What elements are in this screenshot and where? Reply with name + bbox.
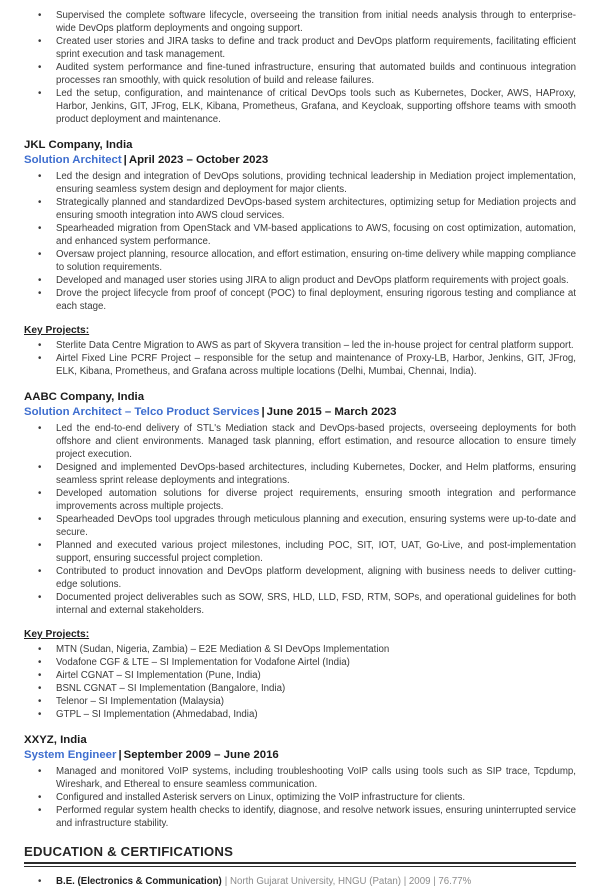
job-bullet-list bbox=[24, 422, 576, 617]
degree-name: B.E. (Electronics & Communication) bbox=[56, 875, 222, 887]
bullet-item: • Led the setup, configuration, and maintenance of critical DevOps tools such as Kubernetes, Docker, AWS, HAProxy, Harbor, Jenkins, GIT, JFrog, ELK, Kibana, Prometheus, Grafana, and Keycloak, supporting offshore teams with smooth product deployment and maintenance. bbox=[24, 87, 576, 126]
bullet-item: • Configured and installed Asterisk servers on Linux, optimizing the VoIP infrastructure for clients. bbox=[24, 791, 576, 804]
job-dates: April 2023 – October 2023 bbox=[128, 154, 269, 166]
job-title: Solution Architect – Telco Product Services bbox=[24, 406, 260, 418]
bullet-item: • Oversaw project planning, resource allocation, and effort estimation, ensuring on-time delivery while mapping compliance to solution requirements. bbox=[24, 248, 576, 274]
key-project-item: • Sterlite Data Centre Migration to AWS as part of Skyvera transition – led the in-house project for central platform support. bbox=[24, 339, 576, 352]
intro-bullet-list bbox=[24, 9, 576, 126]
job-dates: September 2009 – June 2016 bbox=[123, 749, 279, 761]
bullet-item: • Developed automation solutions for diverse project requirements, ensuring smooth integration and performance improvements across multiple projects. bbox=[24, 487, 576, 513]
bullet-item: • Strategically planned and standardized DevOps-based system architectures, optimizing setup for Mediation projects and ensuring smooth integration into AWS cloud services. bbox=[24, 196, 576, 222]
degree-details: | North Gujarat University, HNGU (Patan) | 2009 | 76.77% bbox=[224, 875, 472, 887]
title-separator: | bbox=[118, 749, 122, 761]
company-name: AABC Company, India bbox=[24, 391, 145, 403]
bullet-item: • Performed regular system health checks to identify, diagnose, and resolve network issues, ensuring uninterrupted service and infrastructure stability. bbox=[24, 804, 576, 830]
bullet-item: • Documented project deliverables such as SOW, SRS, HLD, LLD, FSD, RTM, SOPs, and operational guidelines for both internal and external stakeholders. bbox=[24, 591, 576, 617]
job-bullet-list bbox=[24, 765, 576, 830]
job-section-aabc bbox=[24, 390, 576, 721]
key-projects-heading: Key Projects: bbox=[24, 629, 90, 640]
bullet-item: • Contributed to product innovation and DevOps platform development, aligning with business needs to deliver cutting-edge solutions. bbox=[24, 565, 576, 591]
title-separator: | bbox=[123, 154, 127, 166]
job-title: System Engineer bbox=[24, 749, 117, 761]
title-separator: | bbox=[261, 406, 265, 418]
bullet-item: • Planned and executed various project milestones, including POC, SIT, IOT, UAT, Go-Live, and post-implementation support, ensuring successful project completion. bbox=[24, 539, 576, 565]
role-line bbox=[24, 405, 576, 420]
job-dates: June 2015 – March 2023 bbox=[266, 406, 397, 418]
bullet-item: • Drove the project lifecycle from proof of concept (POC) to final deployment, ensuring rigorous testing and compliance at each stage. bbox=[24, 287, 576, 313]
role-line bbox=[24, 153, 576, 168]
key-project-item: • MTN (Sudan, Nigeria, Zambia) – E2E Mediation & SI DevOps Implementation bbox=[24, 643, 576, 656]
key-project-item: • Airtel Fixed Line PCRF Project – responsible for the setup and maintenance of Proxy-LB, Harbor, Jenkins, GIT, JFrog, ELK, Kibana, Prometheus, and Grafana across multiple locations (Delhi, Mumbai, Chennai, India). bbox=[24, 352, 576, 378]
education-item bbox=[24, 875, 576, 888]
role-line bbox=[24, 748, 576, 763]
education-list bbox=[24, 875, 576, 888]
bullet-item: • Developed and managed user stories using JIRA to align product and DevOps platform requirements with project goals. bbox=[24, 274, 576, 287]
bullet-item: • Led the end-to-end delivery of STL's Mediation stack and DevOps-based projects, overseeing deployments for both offshore and client environments. Managed task planning, effort estimation, and resource allocation to ensure timely project execution. bbox=[24, 422, 576, 461]
bullet-item: • Created user stories and JIRA tasks to define and track product and DevOps platform requirements, facilitating efficient sprint execution and task management. bbox=[24, 35, 576, 61]
job-section-xxyz bbox=[24, 733, 576, 830]
key-projects-list bbox=[24, 339, 576, 378]
key-project-item: • Vodafone CGF & LTE – SI Implementation for Vodafone Airtel (India) bbox=[24, 656, 576, 669]
key-project-item: • GTPL – SI Implementation (Ahmedabad, India) bbox=[24, 708, 576, 721]
section-heading: EDUCATION & CERTIFICATIONS bbox=[24, 844, 234, 859]
bullet-item: • Managed and monitored VoIP systems, including troubleshooting VoIP calls using tools such as SIP trace, Tcpdump, Wireshark, and Ethereal to ensure seamless communication. bbox=[24, 765, 576, 791]
bullet-item: • Led the design and integration of DevOps solutions, providing technical leadership in Mediation project implementation, ensuring seamless system design and deployment for major clients. bbox=[24, 170, 576, 196]
education-section bbox=[24, 843, 576, 888]
job-section-jkl bbox=[24, 138, 576, 378]
bullet-item: • Supervised the complete software lifecycle, overseeing the transition from initial needs analysis through to enterprise-wide DevOps platform deployments and ongoing support. bbox=[24, 9, 576, 35]
section-rule-line bbox=[24, 862, 576, 867]
job-bullet-list bbox=[24, 170, 576, 313]
key-project-item: • Telenor – SI Implementation (Malaysia) bbox=[24, 695, 576, 708]
company-name: XXYZ, India bbox=[24, 734, 87, 746]
key-projects-list bbox=[24, 643, 576, 721]
bullet-item: • Designed and implemented DevOps-based architectures, including Kubernetes, Docker, and Helm platforms, ensuring seamless sprint release deployments and integrations. bbox=[24, 461, 576, 487]
bullet-item: • Spearheaded DevOps tool upgrades through meticulous planning and execution, ensuring systems were up-to-date and secure. bbox=[24, 513, 576, 539]
bullet-item: • Audited system performance and fine-tuned infrastructure, ensuring that automated builds and continuous integration processes ran smoothly, with quick resolution of build and release failures. bbox=[24, 61, 576, 87]
job-title: Solution Architect bbox=[24, 154, 122, 166]
bullet-item: • Spearheaded migration from OpenStack and VM-based applications to AWS, focusing on cost optimization, automation, and enhanced system performance. bbox=[24, 222, 576, 248]
key-projects-heading: Key Projects: bbox=[24, 325, 90, 336]
key-project-item: • Airtel CGNAT – SI Implementation (Pune, India) bbox=[24, 669, 576, 682]
key-project-item: • BSNL CGNAT – SI Implementation (Bangalore, India) bbox=[24, 682, 576, 695]
company-name: JKL Company, India bbox=[24, 139, 133, 151]
